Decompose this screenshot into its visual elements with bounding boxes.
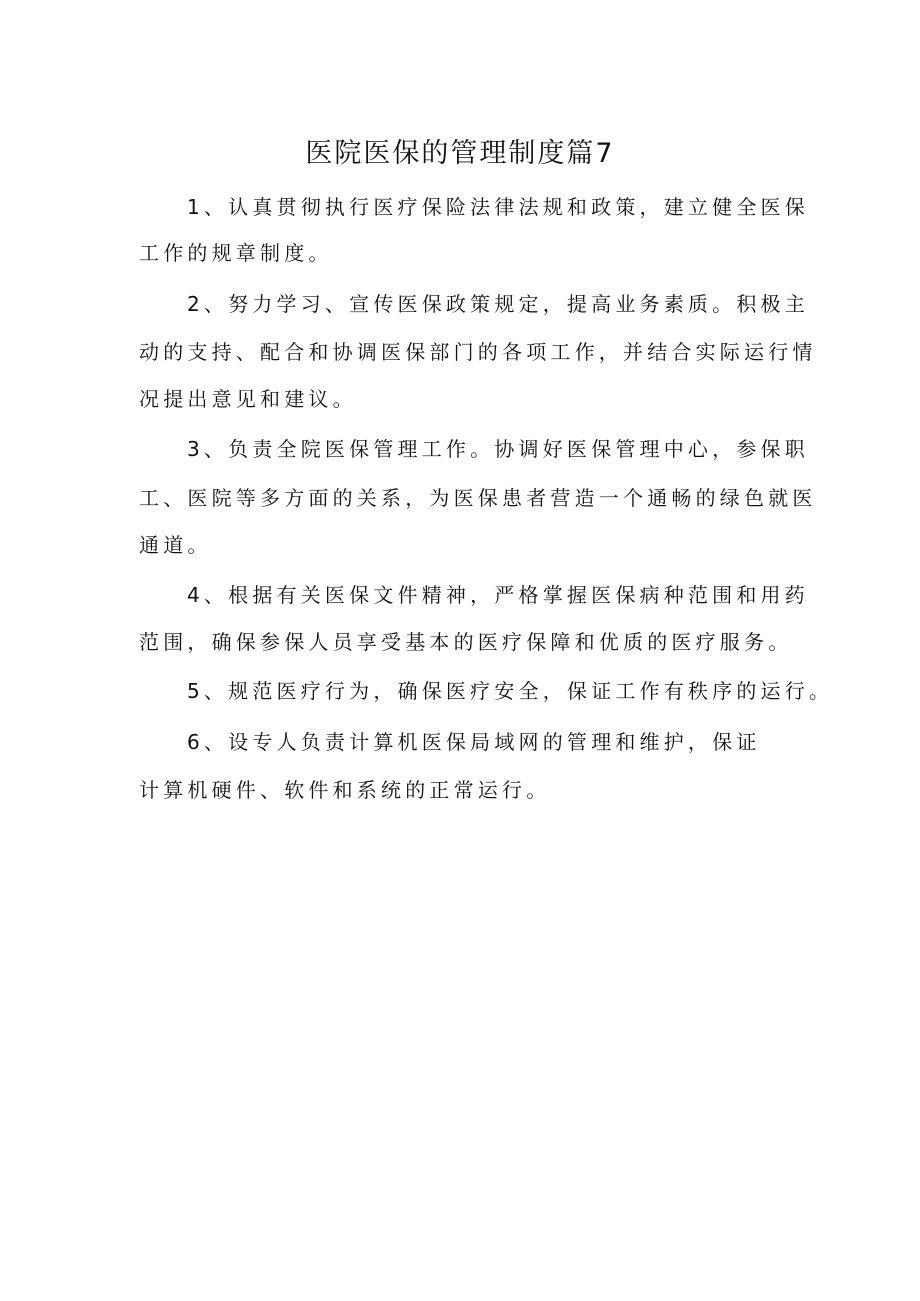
paragraph-4-line-1: 4、根据有关医保文件精神，严格掌握医保病种范围和用药 — [187, 583, 809, 607]
paragraph-3-line-1: 3、负责全院医保管理工作。协调好医保管理中心，参保职 — [187, 437, 809, 461]
paragraph-4-line-2: 范围，确保参保人员享受基本的医疗保障和优质的医疗服务。 — [139, 630, 793, 654]
paragraph-2-line-1: 2、努力学习、宣传医保政策规定，提高业务素质。积极主 — [187, 292, 809, 316]
paragraph-5-line-1: 5、规范医疗行为，确保医疗安全，保证工作有秩序的运行。 — [187, 679, 834, 703]
paragraph-3-line-2: 工、医院等多方面的关系，为医保患者营造一个通畅的绿色就医 — [139, 486, 817, 510]
paragraph-6-line-1: 6、设专人负责计算机医保局域网的管理和维护，保证 — [187, 730, 761, 754]
document-title: 医院医保的管理制度篇7 — [305, 138, 615, 169]
paragraph-1-line-2: 工作的规章制度。 — [139, 241, 333, 265]
paragraph-3-line-3: 通道。 — [139, 533, 212, 557]
paragraph-1-line-1: 1、认真贯彻执行医疗保险法律法规和政策，建立健全医保 — [187, 195, 809, 219]
paragraph-6-line-2: 计算机硬件、软件和系统的正常运行。 — [139, 778, 551, 802]
paragraph-2-line-3: 况提出意见和建议。 — [139, 387, 357, 411]
paragraph-2-line-2: 动的支持、配合和协调医保部门的各项工作，并结合实际运行情 — [139, 340, 817, 364]
